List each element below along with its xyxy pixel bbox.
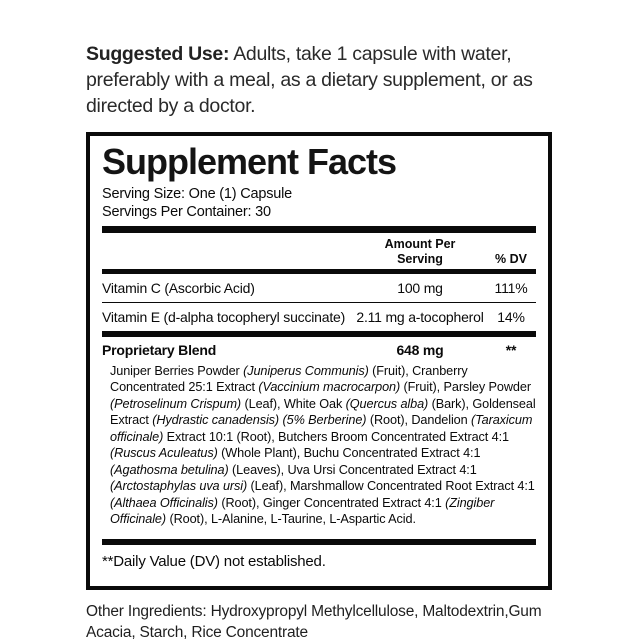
nutrient-name: Vitamin E (d-alpha tocopheryl succinate) <box>102 309 346 325</box>
nutrient-amount: 100 mg <box>397 280 443 297</box>
label-content <box>86 42 552 640</box>
nutrient-name: Vitamin C (Ascorbic Acid) <box>102 280 255 297</box>
table-row-vitamin-e <box>102 303 536 331</box>
nutrient-dv: 111% <box>494 280 528 297</box>
panel-title: Supplement Facts <box>102 140 397 182</box>
other-ingredients: Other Ingredients: Hydroxypropyl Methylcellulose, Maltodextrin,Gum Acacia, Starch, Rice Concentrate <box>86 602 542 640</box>
divider-thick-top <box>102 226 536 233</box>
suggested-use-paragraph <box>86 42 552 120</box>
servings-per-container: Servings Per Container: 30 <box>102 203 271 220</box>
blend-amount: 648 mg <box>396 341 444 358</box>
suggested-use-label: Suggested Use: <box>86 43 230 65</box>
table-row-vitamin-c <box>102 274 536 302</box>
nutrient-dv: 14% <box>497 309 525 325</box>
nutrient-amount: 2.11 mg a-tocopherol <box>356 309 484 325</box>
column-header-percent-dv: % DV <box>495 251 527 266</box>
blend-ingredients-text: Juniper Berries Powder (Juniperus Communis) (Fruit), Cranberry Concentrated 25:1 Extract (Vaccinium macrocarpon) (Fruit), Parsley Powder (Petroselinum Crispum) (Leaf), White Oak (Quercus alba) (Bark), Goldenseal Extract (Hydrastic canadensis) (5% Berberine) (Root), Dandelion (Taraxicum officinale) Extract 10:1 (Root), Butchers Broom Concentrated Extract 4:1 (Ruscus Aculeatus) (Whole Plant), Buchu Concentrated Extract 4:1 (Agathosma betulina) (Leaves), Uva Ursi Concentrated Extract 4:1 (Arctostaphylas uva ursi) (Leaf), Marshmallow Concentrated Root Extract 4:1 (Althaea Officinalis) (Root), Ginger Concentrated Extract 4:1 (Zingiber Officinale) (Root), L-Alanine, L-Taurine, L-Aspartic Acid. <box>110 363 536 527</box>
suggested-use-text: Adults, take 1 capsule with water, preferably with a meal, as a dietary supplement, or as directed by a doctor. <box>86 43 533 117</box>
supplement-facts-panel <box>86 132 552 590</box>
column-header-amount-text: Amount Per Serving <box>384 237 456 266</box>
table-header-row <box>102 233 536 269</box>
daily-value-footnote: **Daily Value (DV) not established. <box>102 552 326 570</box>
serving-size: Serving Size: One (1) Capsule <box>102 186 293 203</box>
table-row-proprietary-blend <box>102 337 536 361</box>
column-header-amount-per-serving <box>356 237 484 266</box>
blend-dv: ** <box>505 341 517 358</box>
blend-name: Proprietary Blend <box>102 341 217 358</box>
